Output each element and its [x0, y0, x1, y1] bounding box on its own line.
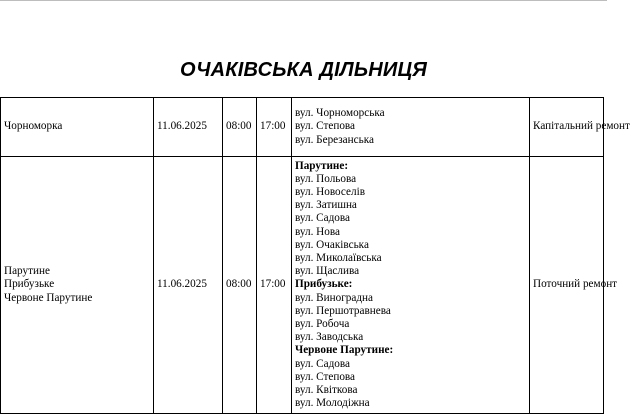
locality-name: Прибузьке: [4, 278, 55, 291]
street-name: вул. Польова: [295, 172, 357, 185]
street-name: вул. Щаслива: [295, 265, 360, 278]
street-name: вул. Молодіжна: [295, 397, 370, 410]
locality-name: Парутине: [4, 265, 50, 278]
start-time-cell: 08:00: [223, 157, 257, 414]
date-cell: 11.06.2025: [154, 98, 223, 157]
locality-name: Чорноморка: [4, 120, 63, 133]
end-time-cell: 17:00: [257, 98, 292, 157]
street-name: вул. Очаківська: [295, 238, 369, 251]
localities-cell: [1, 157, 154, 414]
end-time-cell: 17:00: [257, 157, 292, 414]
street-name: вул. Степова: [295, 370, 356, 383]
start-time-cell: 08:00: [223, 98, 257, 157]
date-cell: 11.06.2025: [154, 157, 223, 414]
street-name: вул. Степова: [295, 120, 356, 133]
schedule-row: [1, 98, 604, 157]
schedule-body: [1, 98, 630, 414]
street-name: вул. Робоча: [295, 318, 350, 330]
street-name: вул. Чорноморська: [295, 107, 385, 120]
locality-heading: Червоне Парутине:: [295, 344, 394, 357]
schedule-row: [1, 157, 604, 414]
street-name: вул. Нова: [295, 225, 340, 238]
street-name: вул. Затишна: [295, 199, 357, 212]
locality-heading: Парутине:: [295, 159, 349, 172]
locality-heading: Прибузьке:: [295, 278, 353, 291]
work-type-cell: Поточний ремонт: [530, 157, 604, 414]
localities-cell: [1, 98, 154, 157]
street-name: вул. Новоселів: [295, 185, 365, 198]
top-divider: [0, 0, 607, 1]
street-name: вул. Квіткова: [295, 384, 358, 397]
page-title: ОЧАКІВСЬКА ДІЛЬНИЦЯ: [179, 59, 428, 81]
street-name: вул. Миколаївська: [295, 251, 382, 264]
streets-cell: [292, 98, 530, 157]
street-name: вул. Садова: [295, 357, 350, 370]
work-type-cell: Капітальний ремонт: [530, 98, 604, 157]
street-name: вул. Березанська: [295, 133, 374, 146]
outage-schedule-table: [0, 97, 630, 414]
street-name: вул. Заводська: [295, 331, 364, 344]
locality-name: Червоне Парутине: [4, 291, 93, 304]
street-name: вул. Виноградна: [295, 291, 374, 304]
street-name: вул. Першотравнева: [295, 304, 391, 317]
street-name: вул. Садова: [295, 212, 350, 225]
streets-cell: [292, 157, 530, 414]
